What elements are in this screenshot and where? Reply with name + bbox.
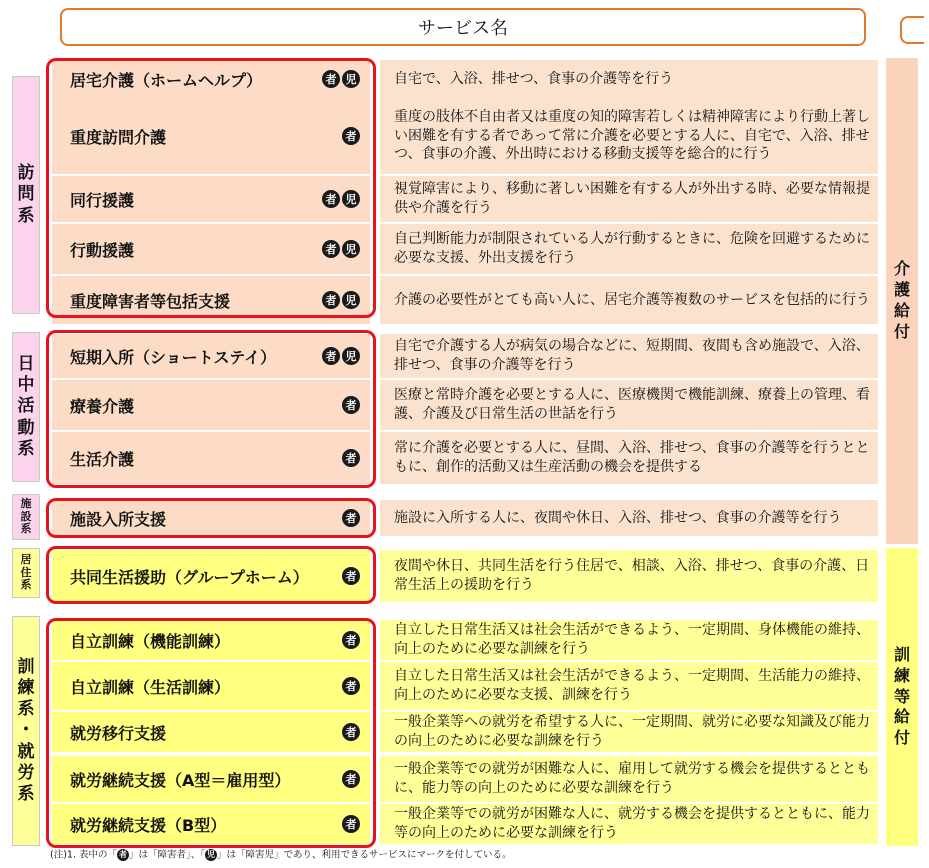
header-title: サービス名	[418, 18, 508, 39]
service-name: 療養介護	[70, 396, 135, 416]
service-description	[380, 662, 878, 710]
service-name: 就労継続支援（B型）	[70, 815, 227, 835]
service-description	[380, 224, 878, 274]
category-label: 居 住 系	[20, 553, 32, 592]
child-badge-icon: 児	[342, 190, 360, 208]
disability-badge-icon: 者	[342, 815, 360, 833]
service-name: 短期入所（ショートステイ）	[70, 347, 277, 367]
service-description	[380, 756, 878, 802]
group-border-facility	[46, 498, 376, 538]
category-label: 施 設 系	[20, 497, 32, 536]
service-description	[380, 620, 878, 660]
group-border-visit	[46, 58, 376, 318]
band-training-benefit	[886, 548, 918, 846]
header-edge	[900, 16, 924, 44]
disability-badge-icon: 者	[342, 449, 360, 467]
child-badge-icon: 児	[342, 70, 360, 88]
group-border-residence	[46, 546, 376, 604]
description-text: 自己判断能力が制限されている人が行動するときに、危険を回避するために必要な支援、外出支援を行う	[394, 231, 870, 266]
child-badge-icon: 児	[207, 850, 216, 859]
disability-badge-icon: 者	[322, 70, 340, 88]
disability-badge-icon: 者	[342, 770, 360, 788]
footnote	[50, 849, 910, 861]
description-text: 重度の肢体不自由者又は重度の知的障害若しくは精神障害により行動上著しい困難を有する者であって常に介護を必要とする人に、自宅で、入浴、排せつ、食事の介護、外出時における移動支援等を総合的に行う	[394, 108, 870, 163]
service-name: 共同生活援助（グループホーム）	[70, 567, 309, 587]
description-text: 一般企業等への就労を希望する人に、一定期間、就労に必要な知識及び能力の向上のために必要な訓練を行う	[394, 714, 870, 749]
description-text: 自立した日常生活又は社会生活ができるよう、一定期間、身体機能の維持、向上のために必要な訓練を行う	[394, 622, 870, 657]
disability-badge-icon: 者	[342, 631, 360, 649]
category-visit	[12, 76, 40, 314]
description-text: 一般企業等での就労が困難な人に、雇用して就労する機会を提供するとともに、能力等の向上のために必要な訓練を行う	[394, 761, 870, 796]
disability-badge-icon: 者	[342, 127, 360, 145]
service-description	[380, 712, 878, 752]
service-description	[380, 432, 878, 484]
description-text: 夜間や休日、共同生活を行う住居で、相談、入浴、排せつ、食事の介護、日常生活上の援助を行う	[394, 558, 870, 593]
disability-badge-icon: 者	[322, 240, 340, 258]
disability-badge-icon: 者	[322, 291, 340, 309]
category-label: 訓 練 系 ・ 就 労 系	[17, 656, 35, 805]
service-name: 居宅介護（ホームヘルプ）	[70, 70, 263, 90]
band-care-benefit	[886, 58, 918, 544]
footnote-part: 」は「障害者」、「	[129, 849, 206, 861]
service-name: 行動援護	[70, 240, 135, 260]
child-badge-icon: 児	[342, 240, 360, 258]
service-name-header	[60, 8, 866, 46]
band-label: 介 護 給 付	[893, 259, 910, 341]
child-badge-icon: 児	[342, 347, 360, 365]
group-border-training	[46, 618, 376, 848]
disability-badge-icon: 者	[322, 190, 340, 208]
category-label: 訪 問 系	[17, 163, 35, 226]
footnote-part: (注)1. 表中の「	[50, 849, 117, 861]
service-description	[380, 276, 878, 324]
disability-badge-icon: 者	[322, 347, 340, 365]
service-name: 重度障害者等包括支援	[70, 291, 231, 311]
category-label: 日 中 活 動 系	[17, 353, 35, 459]
disability-badge-icon: 者	[342, 677, 360, 695]
description-text: 自宅で、入浴、排せつ、食事の介護等を行う	[394, 70, 674, 87]
disability-badge-icon: 者	[119, 850, 127, 859]
category-daytime	[12, 332, 40, 482]
service-description	[380, 60, 878, 98]
service-description	[380, 98, 878, 174]
child-badge-icon: 児	[342, 291, 360, 309]
category-residence	[12, 548, 40, 598]
description-text: 医療と常時介護を必要とする人に、医療機関で機能訓練、療養上の管理、看護、介護及び日常生活の世話を行う	[394, 387, 870, 422]
disability-badge-icon: 者	[342, 396, 360, 414]
footnote-part: 」は「障害児」であり、利用できるサービスにマークを付している。	[217, 849, 512, 861]
service-name: 施設入所支援	[70, 509, 167, 529]
description-text: 自宅で介護する人が病気の場合などに、短期間、夜間も含め施設で、入浴、排せつ、食事の介護等を行う	[394, 338, 870, 373]
description-text: 視覚障害により、移動に著しい困難を有する人が外出する時、必要な情報提供や介護を行う	[394, 181, 870, 216]
service-name: 就労移行支援	[70, 723, 167, 743]
service-name: 就労継続支援（A型＝雇用型）	[70, 770, 291, 790]
description-text: 自立した日常生活又は社会生活ができるよう、一定期間、生活能力の維持、向上のために必要な支援、訓練を行う	[394, 668, 870, 703]
service-description	[380, 500, 878, 536]
category-training	[12, 616, 40, 846]
group-border-daytime	[46, 330, 376, 488]
description-text: 一般企業等での就労が困難な人に、就労する機会を提供するとともに、能力等の向上のために必要な訓練を行う	[394, 806, 870, 841]
disability-badge-icon: 者	[342, 509, 360, 527]
disability-badge-icon: 者	[342, 567, 360, 585]
band-label: 訓 練 等 給 付	[893, 645, 910, 748]
service-name: 自立訓練（機能訓練）	[70, 631, 231, 651]
service-description	[380, 550, 878, 602]
service-name: 重度訪問介護	[70, 127, 167, 147]
service-name: 同行援護	[70, 190, 135, 210]
description-text: 介護の必要性がとても高い人に、居宅介護等複数のサービスを包括的に行う	[394, 291, 870, 308]
service-name: 自立訓練（生活訓練）	[70, 677, 231, 697]
description-text: 施設に入所する人に、夜間や休日、入浴、排せつ、食事の介護等を行う	[394, 509, 842, 526]
service-description	[380, 334, 878, 378]
service-description	[380, 176, 878, 222]
description-text: 常に介護を必要とする人に、昼間、入浴、排せつ、食事の介護等を行うとともに、創作的活動又は生産活動の機会を提供する	[394, 440, 870, 475]
service-description	[380, 380, 878, 430]
category-facility	[12, 494, 40, 540]
service-description	[380, 804, 878, 844]
service-name: 生活介護	[70, 449, 135, 469]
disability-badge-icon: 者	[342, 723, 360, 741]
